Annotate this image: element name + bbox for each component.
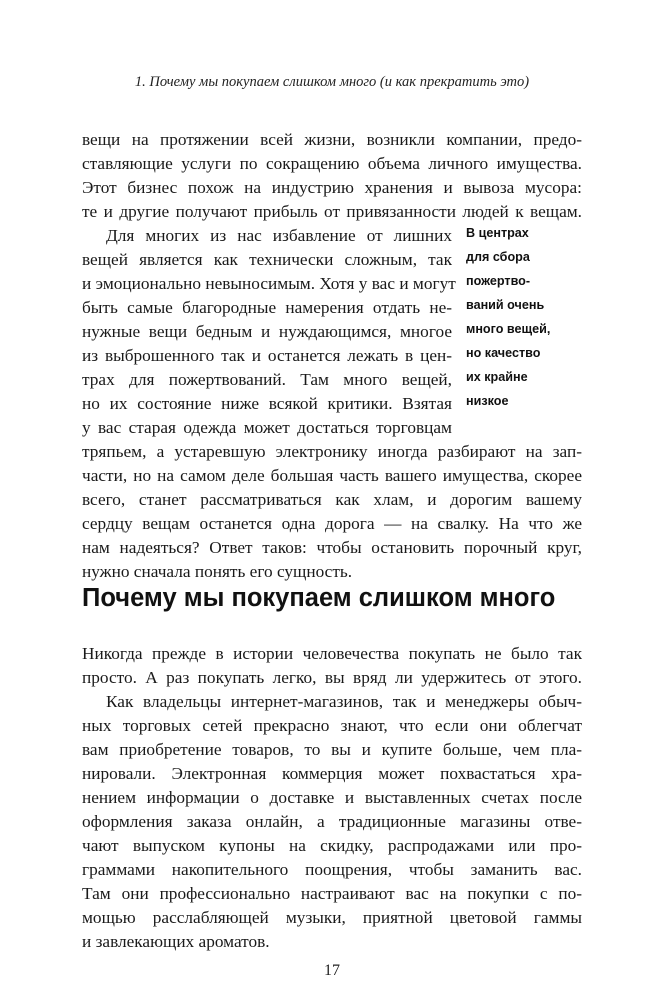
paragraph-4-line: нением информации о доставке и выставленных счетах после — [82, 788, 582, 807]
paragraph-4-line: нировали. Электронная коммерция может похвастаться хра- — [82, 764, 582, 783]
paragraph-2-line: нужно сначала понять его сущность. — [82, 562, 353, 581]
paragraph-2-line: но их состояние ниже всякой критики. Взятая — [82, 394, 452, 413]
paragraph-4-line: чают выпуском купоны на скидку, распродажами или про- — [82, 836, 582, 855]
paragraph-2-line: трах для пожертвований. Там много вещей, — [82, 370, 452, 389]
paragraph-2-line: быть самые благородные намерения отдать не- — [82, 298, 452, 317]
paragraph-1-line: вещи на протяжении всей жизни, возникли компании, предо- — [82, 130, 582, 149]
paragraph-2-line: нужные вещи бедным и нуждающимся, многое — [82, 322, 452, 341]
paragraph-2-line: тряпьем, а устаревшую электронику иногда разбирают на зап- — [82, 442, 582, 461]
running-head: 1. Почему мы покупаем слишком много (и как прекратить это) — [134, 74, 530, 90]
paragraph-2-line: части, но на самом деле большая часть вашего имущества, скорее — [82, 466, 582, 485]
section-heading: Почему мы покупаем слишком много — [82, 584, 556, 612]
paragraph-2-line: из выброшенного так и останется лежать в цен- — [82, 346, 452, 365]
paragraph-4-line: Как владельцы интернет-магазинов, так и менеджеры обыч- — [106, 692, 582, 711]
paragraph-2-line: Для многих из нас избавление от лишних — [106, 226, 452, 245]
paragraph-1-line: те и другие получают прибыль от привязанности людей к вещам. — [82, 202, 582, 221]
paragraph-4-line: ных торговых сетей прекрасно знают, что если они облегчат — [82, 716, 582, 735]
paragraph-2-line: всего, станет рассматриваться как хлам, и дорогим вашему — [82, 490, 582, 509]
sidenote-line: низкое — [466, 394, 509, 408]
paragraph-4-line: мощью расслабляющей музыки, приятной цветовой гаммы — [82, 908, 582, 927]
paragraph-4-line: Там они профессионально настраивают вас на покупки с по- — [82, 884, 582, 903]
sidenote-line: но качество — [466, 346, 541, 360]
paragraph-2-line: нам надеяться? Ответ таков: чтобы остановить порочный круг, — [82, 538, 582, 557]
sidenote-line: их крайне — [466, 370, 528, 384]
paragraph-3-line: Никогда прежде в истории человечества покупать не было так — [82, 644, 582, 663]
paragraph-4-line: и завлекающих ароматов. — [82, 932, 270, 951]
paragraph-2-line: вещей является как технически сложным, так — [82, 250, 452, 269]
paragraph-3-line: просто. А раз покупать легко, вы вряд ли удержитесь от этого. — [82, 668, 582, 687]
sidenote-line: для сбора — [466, 250, 530, 264]
paragraph-4-line: вам приобретение товаров, то вы и купите больше, чем пла- — [82, 740, 582, 759]
page-number: 17 — [324, 962, 340, 979]
paragraph-4-line: оформления заказа онлайн, а традиционные магазины отве- — [82, 812, 582, 831]
sidenote-line: В центрах — [466, 226, 529, 240]
sidenote-line: ваний очень — [466, 298, 545, 312]
paragraph-4-line: граммами накопительного поощрения, чтобы заманить вас. — [82, 860, 582, 879]
paragraph-1-line: ставляющие услуги по сокращению объема личного имущества. — [82, 154, 582, 173]
sidenote-line: много вещей, — [466, 322, 551, 336]
paragraph-2-line: у вас старая одежда может достаться торговцам — [82, 418, 452, 437]
paragraph-2-line: и эмоционально невыносимым. Хотя у вас и могут — [82, 274, 456, 293]
paragraph-1-line: Этот бизнес похож на индустрию хранения и вывоза мусора: — [82, 178, 582, 197]
sidenote-line: пожертво- — [466, 274, 531, 288]
paragraph-2-line: сердцу вещам останется одна дорога — на свалку. На что же — [82, 514, 582, 533]
